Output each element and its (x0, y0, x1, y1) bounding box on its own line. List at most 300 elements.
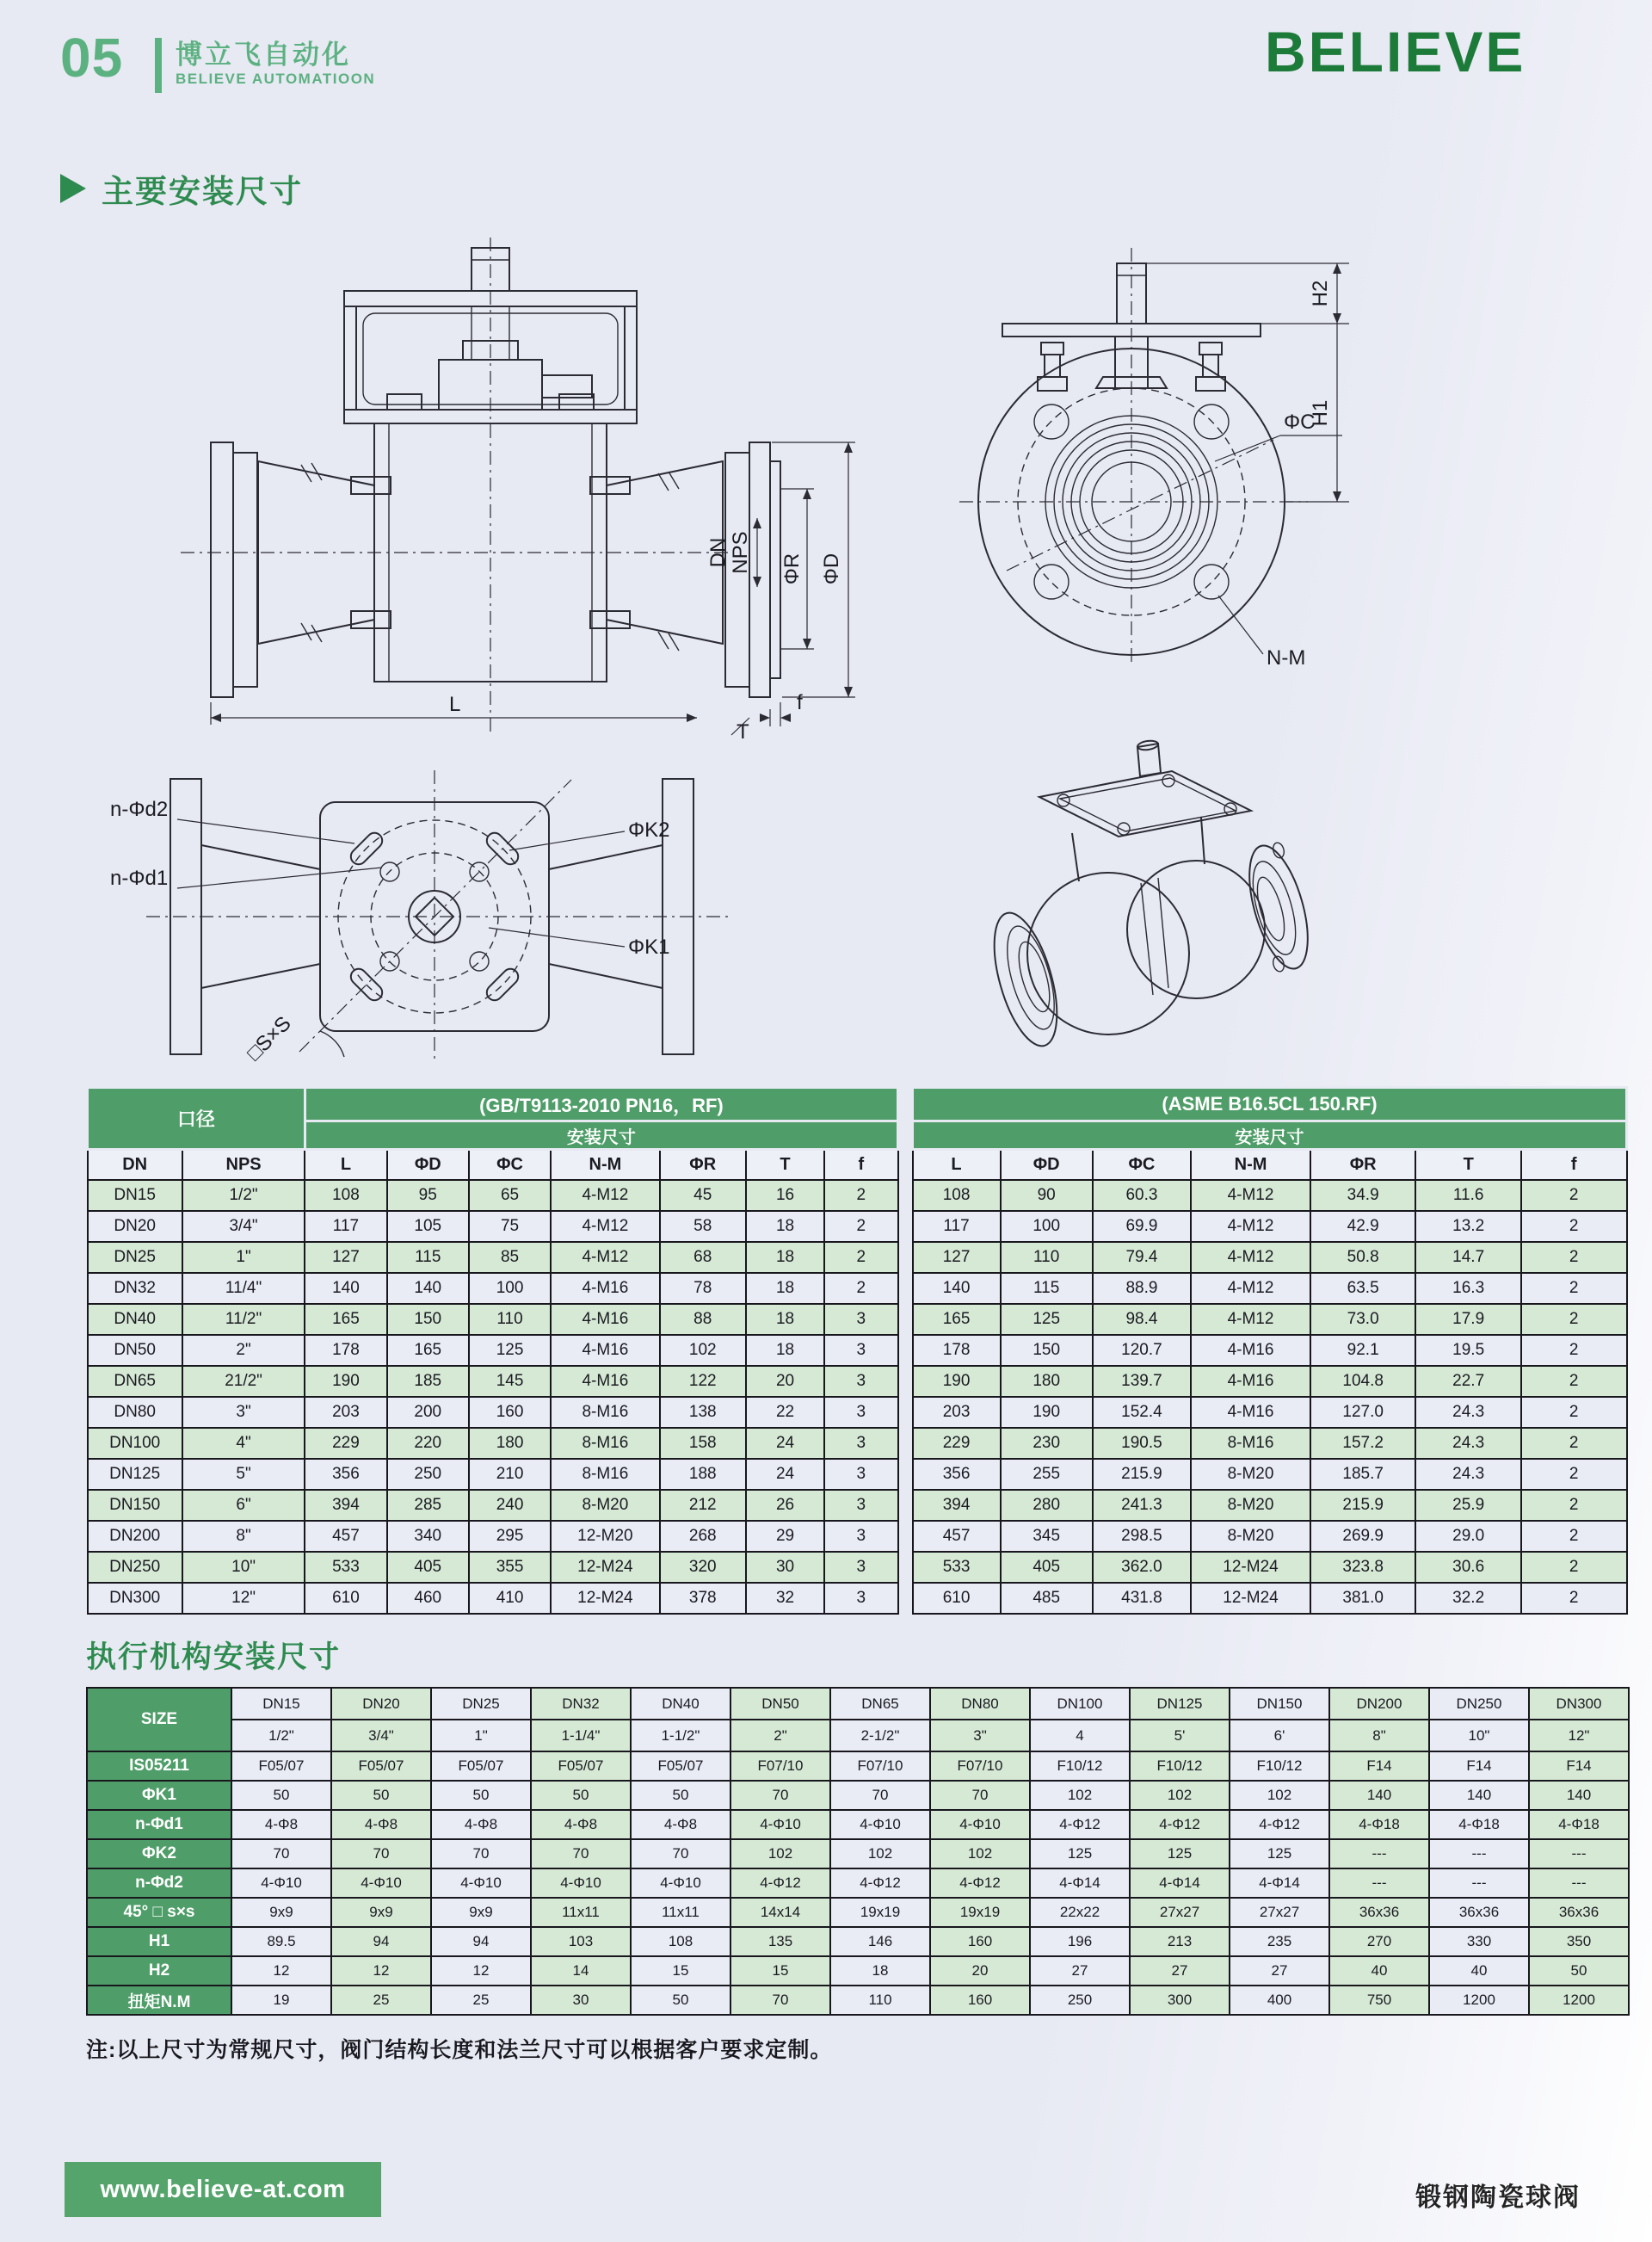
table-cell: 125 (1230, 1839, 1329, 1868)
table-cell: 75 (469, 1211, 551, 1242)
table-cell: 405 (387, 1552, 469, 1583)
table-cell: 165 (387, 1335, 469, 1366)
table-cell: 12-M24 (1191, 1583, 1310, 1614)
table-cell: F05/07 (431, 1751, 531, 1781)
dn-cell: DN150 (1230, 1688, 1329, 1720)
table-row (913, 1490, 1627, 1521)
table-row (88, 1304, 898, 1335)
table-cell: 108 (631, 1927, 730, 1956)
dn-cell: DN40 (631, 1688, 730, 1720)
column-header: ΦR (1310, 1150, 1416, 1181)
table-cell: 8-M16 (551, 1459, 659, 1490)
table-cell: 36x36 (1429, 1898, 1529, 1927)
table-cell: 4-Φ10 (730, 1810, 830, 1839)
nps-cell: 8" (182, 1521, 305, 1552)
table-row (913, 1273, 1627, 1304)
table-cell: 90 (1001, 1180, 1093, 1211)
table-cell: 58 (660, 1211, 746, 1242)
table-cell: 533 (305, 1552, 386, 1583)
nps-cell: 1/2" (182, 1180, 305, 1211)
table-cell: 152.4 (1093, 1397, 1191, 1428)
svg-text:N-M: N-M (1267, 646, 1306, 670)
nps-cell: 1" (182, 1242, 305, 1273)
table-cell: 457 (305, 1521, 386, 1552)
table-cell: 127 (913, 1242, 1001, 1273)
table-cell: 22x22 (1030, 1898, 1130, 1927)
table-row (88, 1397, 898, 1428)
table-cell: 122 (660, 1366, 746, 1397)
svg-text:ΦC: ΦC (1284, 411, 1316, 434)
table-cell: 4-Φ10 (930, 1810, 1030, 1839)
svg-text:n-Φd2: n-Φd2 (110, 798, 169, 821)
table-cell: 100 (1001, 1211, 1093, 1242)
table-cell: 157.2 (1310, 1428, 1416, 1459)
nps-cell: 6' (1230, 1720, 1329, 1751)
table-cell: 2 (824, 1211, 897, 1242)
table-cell: 18 (746, 1335, 824, 1366)
table-cell: 60.3 (1093, 1180, 1191, 1211)
table-cell: 25.9 (1415, 1490, 1521, 1521)
nps-cell: 2" (730, 1720, 830, 1751)
brand-name-en: BELIEVE AUTOMATIOON (176, 71, 376, 87)
table-cell: 3 (824, 1335, 897, 1366)
table-row (87, 1986, 1629, 2015)
asme-standard-header: (ASME B16.5CL 150.RF) (913, 1088, 1627, 1121)
table-cell: 27 (1030, 1956, 1130, 1986)
table-cell: 165 (913, 1304, 1001, 1335)
dimension-tables (86, 1086, 1628, 1615)
row-header: IS05211 (87, 1751, 231, 1781)
table-cell: 241.3 (1093, 1490, 1191, 1521)
table-cell: 2 (1521, 1583, 1627, 1614)
table-cell: 4-Φ10 (331, 1868, 431, 1898)
table-cell: 73.0 (1310, 1304, 1416, 1335)
website-badge: www.believe-at.com (65, 2162, 381, 2217)
table-cell: 120.7 (1093, 1335, 1191, 1366)
table-cell: 4-Φ8 (631, 1810, 730, 1839)
table-cell: 268 (660, 1521, 746, 1552)
nps-cell: 11/4" (182, 1273, 305, 1304)
table-cell: 485 (1001, 1583, 1093, 1614)
header-divider (155, 38, 162, 93)
table-cell: 4-Φ8 (231, 1810, 331, 1839)
table-cell: 3 (824, 1490, 897, 1521)
dn-cell: DN25 (88, 1242, 182, 1273)
footnote: 注:以上尺寸为常规尺寸，阀门结构长度和法兰尺寸可以根据客户要求定制。 (86, 2038, 833, 2062)
table-cell: 68 (660, 1242, 746, 1273)
dn-cell: DN32 (88, 1273, 182, 1304)
table-cell: 29.0 (1415, 1521, 1521, 1552)
row-header: n-Φd2 (87, 1868, 231, 1898)
column-header: NPS (182, 1150, 305, 1181)
table-cell: 12-M24 (551, 1583, 659, 1614)
row-header: 45° □ s×s (87, 1898, 231, 1927)
table-cell: 196 (1030, 1927, 1130, 1956)
table-cell: 32 (746, 1583, 824, 1614)
table-cell: 330 (1429, 1927, 1529, 1956)
table-cell: 215.9 (1310, 1490, 1416, 1521)
table-cell: 4-Φ12 (930, 1868, 1030, 1898)
table-cell: 88 (660, 1304, 746, 1335)
table-row (88, 1180, 898, 1211)
table-cell: 19x19 (830, 1898, 930, 1927)
svg-text:T: T (737, 720, 749, 740)
nps-cell: 1/2" (231, 1720, 331, 1751)
table-cell: 4-Φ14 (1130, 1868, 1230, 1898)
table-cell: 18 (746, 1273, 824, 1304)
table-cell: 8-M20 (551, 1490, 659, 1521)
table-row (913, 1521, 1627, 1552)
table-cell: 25 (331, 1986, 431, 2015)
table-cell: 42.9 (1310, 1211, 1416, 1242)
table-cell: 2 (1521, 1397, 1627, 1428)
table-cell: 9x9 (231, 1898, 331, 1927)
table-cell: 69.9 (1093, 1211, 1191, 1242)
column-header: L (913, 1150, 1001, 1181)
table-cell: 50.8 (1310, 1242, 1416, 1273)
table-cell: 750 (1329, 1986, 1429, 2015)
table-cell: 16 (746, 1180, 824, 1211)
install-dims-subheader: 安装尺寸 (913, 1121, 1627, 1150)
table-cell: 610 (913, 1583, 1001, 1614)
table-row (88, 1459, 898, 1490)
nps-cell: 2-1/2" (830, 1720, 930, 1751)
table-cell: 158 (660, 1428, 746, 1459)
table-cell: 125 (1030, 1839, 1130, 1868)
table-row (88, 1552, 898, 1583)
table-cell: 27x27 (1230, 1898, 1329, 1927)
table-cell: 94 (331, 1927, 431, 1956)
svg-text:NPS: NPS (729, 531, 752, 574)
table-cell: 12 (431, 1956, 531, 1986)
table-cell: 235 (1230, 1927, 1329, 1956)
table-row (913, 1180, 1627, 1211)
table-cell: 89.5 (231, 1927, 331, 1956)
table-cell: 610 (305, 1583, 386, 1614)
table-cell: 340 (387, 1521, 469, 1552)
table-row (87, 1898, 1629, 1927)
row-header: n-Φd1 (87, 1810, 231, 1839)
nps-cell: 4 (1030, 1720, 1130, 1751)
table-cell: 15 (631, 1956, 730, 1986)
dn-cell: DN20 (88, 1211, 182, 1242)
table-cell: 8-M20 (1191, 1490, 1310, 1521)
column-header: ΦD (387, 1150, 469, 1181)
table-cell: 50 (631, 1781, 730, 1810)
table-row (88, 1273, 898, 1304)
table-cell: --- (1329, 1868, 1429, 1898)
table-cell: 2 (1521, 1552, 1627, 1583)
gb-standard-header: (GB/T9113-2010 PN16，RF) (305, 1088, 897, 1121)
table-cell: 4-M12 (551, 1242, 659, 1273)
table-cell: --- (1529, 1839, 1629, 1868)
table-cell: 394 (305, 1490, 386, 1521)
table-cell: 24.3 (1415, 1397, 1521, 1428)
table-cell: 2 (1521, 1242, 1627, 1273)
table-cell: 9x9 (331, 1898, 431, 1927)
table-cell: 8-M16 (551, 1428, 659, 1459)
table-cell: 9x9 (431, 1898, 531, 1927)
table-cell: 350 (1529, 1927, 1629, 1956)
table-row (87, 1781, 1629, 1810)
column-header: ΦC (1093, 1150, 1191, 1181)
table-cell: 15 (730, 1956, 830, 1986)
table-cell: 25 (431, 1986, 531, 2015)
column-header: DN (88, 1150, 182, 1181)
section2-title: 执行机构安装尺寸 (86, 1640, 342, 1674)
table-cell: 13.2 (1415, 1211, 1521, 1242)
table-cell: 203 (305, 1397, 386, 1428)
dn-cell: DN65 (830, 1688, 930, 1720)
table-cell: 40 (1329, 1956, 1429, 1986)
table-cell: 110 (830, 1986, 930, 2015)
table-cell: 22 (746, 1397, 824, 1428)
table-cell: 185 (387, 1366, 469, 1397)
svg-text:ΦR: ΦR (780, 553, 804, 585)
table-cell: 98.4 (1093, 1304, 1191, 1335)
table-cell: 240 (469, 1490, 551, 1521)
gb-dimension-table (86, 1086, 899, 1615)
table-cell: --- (1329, 1839, 1429, 1868)
table-cell: F10/12 (1230, 1751, 1329, 1781)
table-cell: 104.8 (1310, 1366, 1416, 1397)
table-row (913, 1397, 1627, 1428)
table-cell: 3 (824, 1552, 897, 1583)
table-cell: 2 (1521, 1211, 1627, 1242)
table-cell: 3 (824, 1428, 897, 1459)
column-header: T (1415, 1150, 1521, 1181)
nps-cell: 8" (1329, 1720, 1429, 1751)
table-cell: 30 (531, 1986, 631, 2015)
table-cell: 50 (631, 1986, 730, 2015)
gb-column-header-row (88, 1150, 898, 1181)
table-cell: 203 (913, 1397, 1001, 1428)
table-cell: 108 (305, 1180, 386, 1211)
table-cell: 4-Φ10 (231, 1868, 331, 1898)
table-cell: 24.3 (1415, 1459, 1521, 1490)
nps-cell: 4" (182, 1428, 305, 1459)
nps-cell: 12" (1529, 1720, 1629, 1751)
table-cell: 4-M16 (1191, 1366, 1310, 1397)
table-cell: 4-M16 (551, 1273, 659, 1304)
table-cell: 378 (660, 1583, 746, 1614)
table-cell: 3 (824, 1397, 897, 1428)
table-cell: 2 (1521, 1490, 1627, 1521)
table-cell: 95 (387, 1180, 469, 1211)
table-cell: 20 (930, 1956, 1030, 1986)
table-cell: 110 (1001, 1242, 1093, 1273)
table-cell: 36x36 (1529, 1898, 1629, 1927)
table-cell: 19.5 (1415, 1335, 1521, 1366)
table-cell: 140 (305, 1273, 386, 1304)
dn-cell: DN150 (88, 1490, 182, 1521)
end-view-drawing (912, 231, 1411, 670)
table-cell: 92.1 (1310, 1335, 1416, 1366)
column-header: N-M (551, 1150, 659, 1181)
table-cell: 160 (469, 1397, 551, 1428)
svg-text:DN: DN (706, 537, 730, 568)
nps-cell: 1-1/4" (531, 1720, 631, 1751)
table-cell: 2 (824, 1273, 897, 1304)
table-cell: 4-Φ18 (1529, 1810, 1629, 1839)
table-cell: 4-M16 (551, 1304, 659, 1335)
table-cell: 70 (830, 1781, 930, 1810)
table-cell: 50 (1529, 1956, 1629, 1986)
table-cell: 125 (1130, 1839, 1230, 1868)
table-cell: 1200 (1529, 1986, 1629, 2015)
table-cell: 18 (746, 1304, 824, 1335)
table-cell: 320 (660, 1552, 746, 1583)
section1-title: 主要安装尺寸 (102, 174, 303, 209)
table-cell: 12-M24 (1191, 1552, 1310, 1583)
table-cell: 4-M16 (551, 1335, 659, 1366)
table-cell: 30 (746, 1552, 824, 1583)
table-cell: 2 (1521, 1335, 1627, 1366)
table-row (913, 1335, 1627, 1366)
table-cell: 17.9 (1415, 1304, 1521, 1335)
table-cell: 356 (305, 1459, 386, 1490)
table-cell: 40 (1429, 1956, 1529, 1986)
table-cell: 65 (469, 1180, 551, 1211)
dn-cell: DN50 (730, 1688, 830, 1720)
table-cell: 4-M12 (1191, 1211, 1310, 1242)
table-cell: 300 (1130, 1986, 1230, 2015)
table-cell: 4-M12 (1191, 1273, 1310, 1304)
table-row (913, 1583, 1627, 1614)
table-cell: 457 (913, 1521, 1001, 1552)
table-cell: 94 (431, 1927, 531, 1956)
table-cell: 125 (1001, 1304, 1093, 1335)
table-cell: 165 (305, 1304, 386, 1335)
nps-cell: 21/2" (182, 1366, 305, 1397)
table-cell: F14 (1529, 1751, 1629, 1781)
table-cell: 4-M16 (1191, 1335, 1310, 1366)
table-cell: 4-Φ12 (730, 1868, 830, 1898)
table-cell: 29 (746, 1521, 824, 1552)
svg-text:L: L (449, 693, 461, 716)
table-cell: F14 (1329, 1751, 1429, 1781)
table-row (87, 1810, 1629, 1839)
nps-cell: 2" (182, 1335, 305, 1366)
table-cell: 32.2 (1415, 1583, 1521, 1614)
table-row (913, 1459, 1627, 1490)
table-cell: 8-M16 (551, 1397, 659, 1428)
table-cell: 63.5 (1310, 1273, 1416, 1304)
table-cell: 178 (305, 1335, 386, 1366)
column-header: f (1521, 1150, 1627, 1181)
table-cell: 24.3 (1415, 1428, 1521, 1459)
table-row (88, 1583, 898, 1614)
table-cell: 4-M12 (551, 1180, 659, 1211)
table-cell: 2 (824, 1242, 897, 1273)
dn-cell: DN80 (930, 1688, 1030, 1720)
dn-cell: DN65 (88, 1366, 182, 1397)
svg-text:ΦK2: ΦK2 (628, 818, 670, 842)
table-cell: 45 (660, 1180, 746, 1211)
table-cell: 20 (746, 1366, 824, 1397)
table-cell: 79.4 (1093, 1242, 1191, 1273)
dn-cell: DN100 (1030, 1688, 1130, 1720)
table-cell: F07/10 (830, 1751, 930, 1781)
table-cell: F05/07 (631, 1751, 730, 1781)
table-cell: 4-Φ10 (531, 1868, 631, 1898)
table-row (87, 1868, 1629, 1898)
table-cell: 70 (930, 1781, 1030, 1810)
table-cell: 285 (387, 1490, 469, 1521)
table-cell: F05/07 (331, 1751, 431, 1781)
table-cell: 381.0 (1310, 1583, 1416, 1614)
table-cell: 12-M20 (551, 1521, 659, 1552)
table-cell: 102 (660, 1335, 746, 1366)
table-cell: --- (1429, 1868, 1529, 1898)
dn-cell: DN20 (331, 1688, 431, 1720)
table-cell: 4-Φ12 (1130, 1810, 1230, 1839)
table-cell: 27 (1230, 1956, 1329, 1986)
table-cell: 127 (305, 1242, 386, 1273)
table-cell: 4-Φ10 (830, 1810, 930, 1839)
brand-name-cn: 博立飞自动化 (176, 40, 351, 70)
table-cell: 88.9 (1093, 1273, 1191, 1304)
table-cell: 27 (1130, 1956, 1230, 1986)
table-cell: 85 (469, 1242, 551, 1273)
table-row (88, 1521, 898, 1552)
table-cell: 70 (730, 1986, 830, 2015)
top-view-drawing (95, 740, 886, 1089)
nps-cell: 3/4" (182, 1211, 305, 1242)
dn-cell: DN25 (431, 1688, 531, 1720)
table-cell: 362.0 (1093, 1552, 1191, 1583)
table-cell: 12 (331, 1956, 431, 1986)
table-cell: 125 (469, 1335, 551, 1366)
table-cell: 4-Φ12 (1230, 1810, 1329, 1839)
dn-cell: DN300 (1529, 1688, 1629, 1720)
row-header: H2 (87, 1956, 231, 1986)
table-cell: 12-M24 (551, 1552, 659, 1583)
table-cell: 18 (830, 1956, 930, 1986)
table-cell: 2 (1521, 1366, 1627, 1397)
svg-text:ΦK1: ΦK1 (628, 936, 670, 959)
isometric-view-drawing (895, 695, 1359, 1078)
table-cell: 3 (824, 1583, 897, 1614)
table-cell: 4-Φ8 (431, 1810, 531, 1839)
table-row (913, 1428, 1627, 1459)
table-cell: 117 (305, 1211, 386, 1242)
table-cell: 140 (1329, 1781, 1429, 1810)
table-cell: 4-M12 (1191, 1180, 1310, 1211)
column-header: f (824, 1150, 897, 1181)
table-cell: 298.5 (1093, 1521, 1191, 1552)
table-cell: F07/10 (930, 1751, 1030, 1781)
table-cell: 140 (913, 1273, 1001, 1304)
table-cell: 190.5 (1093, 1428, 1191, 1459)
dn-cell: DN125 (88, 1459, 182, 1490)
table-cell: 115 (1001, 1273, 1093, 1304)
table-cell: 323.8 (1310, 1552, 1416, 1583)
table-cell: 8-M16 (1191, 1428, 1310, 1459)
dn-cell: DN300 (88, 1583, 182, 1614)
table-cell: 140 (1529, 1781, 1629, 1810)
table-row (88, 1366, 898, 1397)
table-cell: 190 (305, 1366, 386, 1397)
table-cell: 16.3 (1415, 1273, 1521, 1304)
table-row (87, 1751, 1629, 1781)
dn-cell: DN32 (531, 1688, 631, 1720)
column-header: ΦD (1001, 1150, 1093, 1181)
dn-cell: DN200 (88, 1521, 182, 1552)
dn-cell: DN100 (88, 1428, 182, 1459)
product-name: 锻钢陶瓷球阀 (1415, 2183, 1581, 2212)
table-cell: 2 (1521, 1180, 1627, 1211)
